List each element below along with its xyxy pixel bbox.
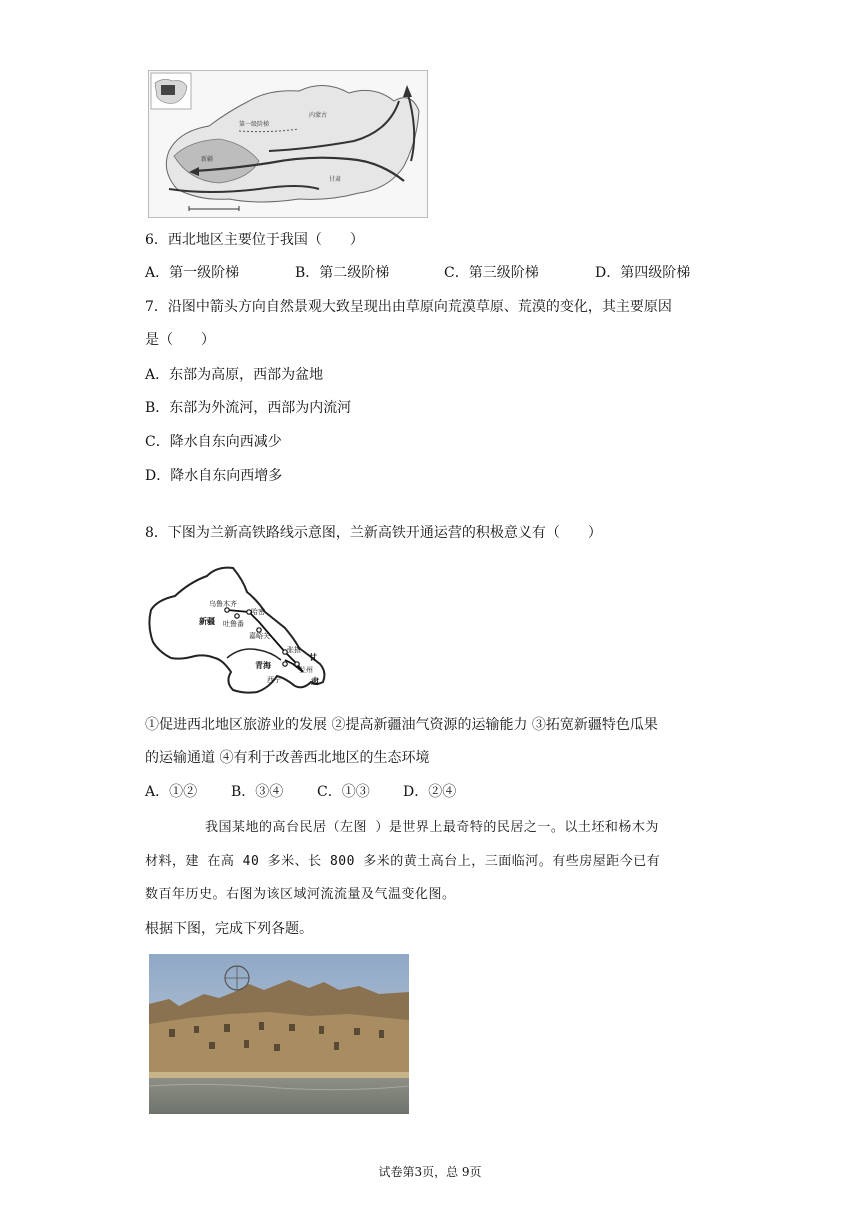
map1-label-4: 内蒙古	[309, 112, 328, 119]
q6-stem: 6．西北地区主要位于我国（ ）	[145, 232, 364, 248]
map2-turpan: 吐鲁番	[223, 620, 244, 628]
map2-xinjiang: 新疆	[199, 617, 215, 626]
q6-option-b[interactable]: B．第二级阶梯	[295, 265, 390, 281]
q7-option-d[interactable]: D．降水自东向西增多	[145, 468, 283, 484]
q8-stem: 8．下图为兰新高铁路线示意图，兰新高铁开通运营的积极意义有（ ）	[145, 525, 602, 541]
passage-line1: 我国某地的高台民居（左图 ）是世界上最奇特的民居之一。以土坯和杨木为	[205, 820, 659, 835]
map2-gan: 甘	[309, 653, 317, 662]
q8-statements-line2: 的运输通道 ④有利于改善西北地区的生态环境	[145, 750, 430, 766]
q6-option-c[interactable]: C．第三级阶梯	[444, 265, 539, 281]
map2-qinghai: 青海	[255, 661, 271, 670]
map2-urumqi: 乌鲁木齐	[209, 600, 237, 608]
q8-option-c[interactable]: C．①③	[317, 784, 370, 800]
map1-label-3: 新疆	[201, 156, 214, 163]
q7-stem-line1: 7．沿图中箭头方向自然景观大致呈现出由草原向荒漠草原、荒漠的变化，其主要原因	[145, 299, 672, 315]
passage-instruction: 根据下图，完成下列各题。	[145, 921, 313, 937]
q7-stem-line2: 是（ ）	[145, 332, 215, 348]
q7-option-a[interactable]: A．东部为高原，西部为盆地	[145, 367, 324, 383]
northwest-china-map	[148, 70, 428, 218]
map2-zhangye: 张掖	[287, 646, 301, 654]
map2-su: 肃	[311, 677, 319, 686]
q7-option-b[interactable]: B．东部为外流河，西部为内流河	[145, 400, 352, 416]
lanxin-railway-map	[145, 560, 345, 700]
map1-label-2: 甘肃	[329, 176, 342, 183]
map2-lanzhou: 兰州	[299, 666, 313, 674]
page-footer: 试卷第3页，总 9页	[378, 1165, 482, 1179]
q7-option-c[interactable]: C．降水自东向西减少	[145, 434, 282, 450]
q8-option-d[interactable]: D．②④	[403, 784, 457, 800]
gaotai-dwellings-photo	[149, 954, 409, 1114]
q8-option-b[interactable]: B．③④	[231, 784, 284, 800]
q8-option-a[interactable]: A．①②	[145, 784, 198, 800]
q6-option-a[interactable]: A．第一级阶梯	[145, 265, 240, 281]
passage-line3: 数百年历史。右图为该区域河流流量及气温变化图。	[145, 887, 456, 902]
map1-label-1: 第一级阶梯	[239, 121, 270, 128]
map2-xining: 西宁	[267, 676, 281, 684]
q8-statements-line1: ①促进西北地区旅游业的发展 ②提高新疆油气资源的运输能力 ③拓宽新疆特色瓜果	[145, 717, 658, 733]
passage-line2: 材料，建 在高 40 多米、长 800 多米的黄土高台上，三面临河。有些房屋距今已有	[145, 854, 661, 869]
map2-jiayuguan: 嘉峪关	[249, 632, 270, 640]
map2-hami: 哈密	[251, 608, 265, 616]
q6-option-d[interactable]: D．第四级阶梯	[595, 265, 691, 281]
